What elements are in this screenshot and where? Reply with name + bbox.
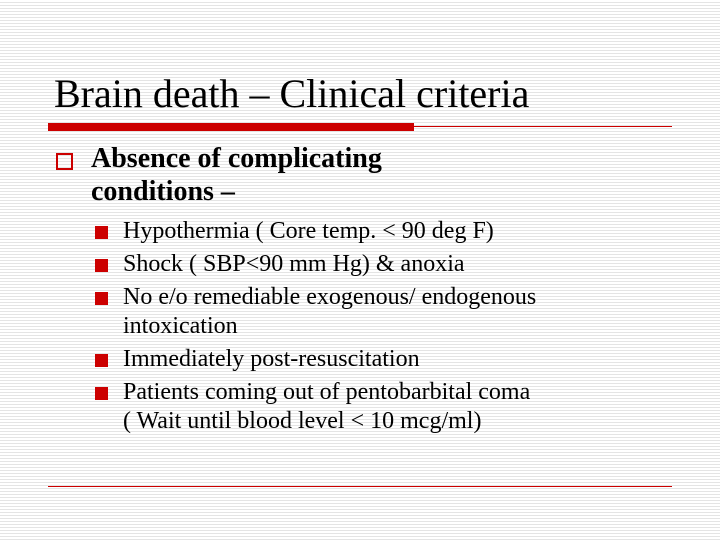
filled-square-icon: [95, 387, 108, 400]
heading-item: [56, 142, 676, 208]
bullet-list: [56, 217, 676, 436]
bullet-line-continued: intoxication: [123, 313, 238, 339]
bullet-item-hypothermia: [56, 217, 676, 246]
bullet-item-pentobarbital: [56, 378, 676, 436]
heading-line-2: conditions –: [91, 176, 235, 207]
bullet-line: No e/o remediable exogenous/ endogenous: [123, 284, 537, 310]
bullet-text: [123, 250, 676, 279]
footer-divider: [48, 486, 672, 487]
filled-square-icon: [95, 226, 108, 239]
bullet-item-intoxication: [56, 283, 676, 341]
bullet-text: [123, 283, 676, 341]
bullet-line-continued: ( Wait until blood level < 10 mcg/ml): [123, 408, 482, 434]
bullet-text: [123, 378, 676, 436]
bullet-line: Shock ( SBP<90 mm Hg) & anoxia: [123, 251, 465, 277]
title-underline-thin: [414, 126, 672, 127]
heading-text: [91, 142, 676, 208]
slide-title: Brain death – Clinical criteria: [54, 71, 530, 116]
bullet-item-shock: [56, 250, 676, 279]
title-underline-thick: [48, 123, 414, 131]
bullet-line: Immediately post-resuscitation: [123, 346, 420, 372]
bullet-text: [123, 217, 676, 246]
hollow-square-icon: [56, 153, 73, 170]
bullet-text: [123, 345, 676, 374]
slide-content: [56, 142, 676, 440]
filled-square-icon: [95, 259, 108, 272]
bullet-item-post-resuscitation: [56, 345, 676, 374]
filled-square-icon: [95, 354, 108, 367]
filled-square-icon: [95, 292, 108, 305]
bullet-line: Patients coming out of pentobarbital coma: [123, 379, 531, 405]
heading-line-1: Absence of complicating: [91, 143, 382, 174]
bullet-line: Hypothermia ( Core temp. < 90 deg F): [123, 218, 494, 244]
